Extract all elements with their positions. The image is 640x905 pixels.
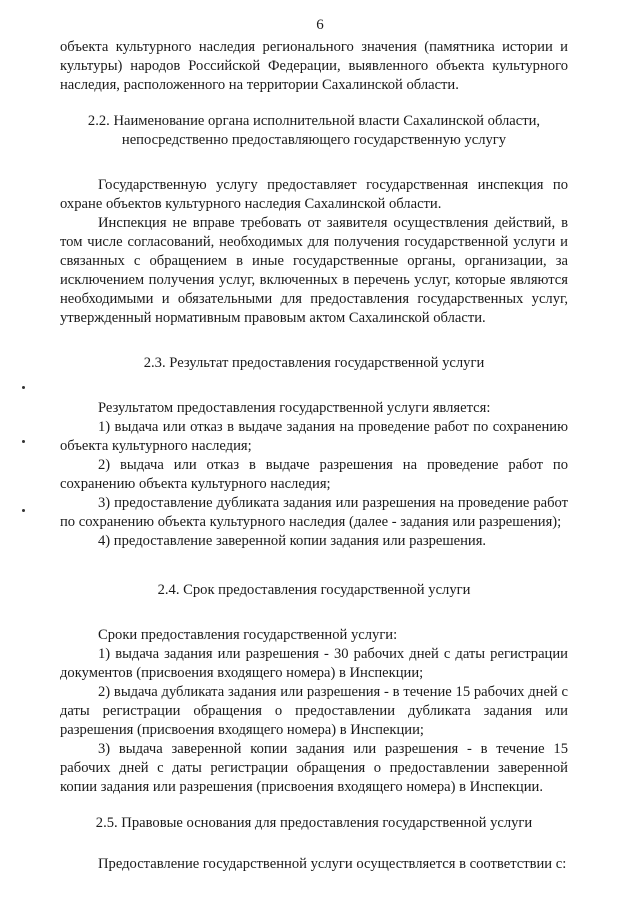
document-body — [60, 38, 568, 874]
section-2-2-heading-line2: непосредственно предоставляющего государственную услугу — [121, 132, 507, 148]
section-2-2-paragraph-2: Инспекция не вправе требовать от заявителя осуществления действий, в том числе согласований, необходимых для получения государственной услуги и связанных с обращением в иные государственные органы, организации, за исключением получения услуг, включенных в перечень услуг, которые являются необходимыми и обязательными для предоставления государственных услуг, утвержденный нормативным правовым актом Сахалинской области. — [60, 215, 568, 326]
margin-dot — [22, 509, 25, 512]
section-2-2-heading-line1: 2.2. Наименование органа исполнительной власти Сахалинской области, — [87, 113, 541, 129]
section-2-2 — [60, 112, 568, 328]
section-2-4-heading: 2.4. Срок предоставления государственной услуги — [157, 582, 471, 598]
margin-dot — [22, 440, 25, 443]
section-2-4-item-2: 2) выдача дубликата задания или разрешения - в течение 15 рабочих дней с даты регистрации обращения о предоставлении дубликата задания или разрешения (присвоения входящего номера) в Инспекции; — [60, 684, 568, 738]
section-2-4-item-3: 3) выдача заверенной копии задания или разрешения - в течение 15 рабочих дней с даты регистрации обращения о предоставлении заверенной копии задания или разрешения (присвоения входящего номера) в Инспекции. — [60, 741, 568, 795]
section-2-3-item-3: 3) предоставление дубликата задания или разрешения на проведение работ по сохранению объекта культурного наследия (далее - задания или разрешения); — [60, 495, 568, 530]
section-2-3-item-1: 1) выдача или отказ в выдаче задания на проведение работ по сохранению объекта культурного наследия; — [60, 419, 568, 454]
section-2-3-item-2: 2) выдача или отказ в выдаче разрешения на проведение работ по сохранению объекта культурного наследия; — [60, 457, 568, 492]
section-2-5-paragraph-1: Предоставление государственной услуги осуществляется в соответствии с: — [98, 856, 567, 872]
section-2-2-paragraph-1: Государственную услугу предоставляет государственная инспекция по охране объектов культурного наследия Сахалинской области. — [60, 177, 568, 212]
section-2-4-item-1: 1) выдача задания или разрешения - 30 рабочих дней с даты регистрации документов (присвоения входящего номера) в Инспекции; — [60, 646, 568, 681]
section-2-3 — [60, 354, 568, 551]
section-2-3-item-4: 4) предоставление заверенной копии задания или разрешения. — [98, 533, 487, 549]
section-2-4-lead: Сроки предоставления государственной услуги: — [98, 627, 398, 643]
section-2-5-heading: 2.5. Правовые основания для предоставления государственной услуги — [95, 815, 533, 831]
page-number: 6 — [316, 17, 324, 33]
section-2-3-heading: 2.3. Результат предоставления государственной услуги — [143, 355, 485, 371]
intro-paragraph: объекта культурного наследия регионального значения (памятника истории и культуры) народов Российской Федерации, выявленного объекта культурного наследия, расположенного на территории Сахалинской области. — [60, 39, 568, 93]
margin-dot — [22, 386, 25, 389]
section-2-5 — [60, 814, 568, 874]
section-2-4 — [60, 581, 568, 797]
section-2-3-lead: Результатом предоставления государственной услуги является: — [98, 400, 491, 416]
